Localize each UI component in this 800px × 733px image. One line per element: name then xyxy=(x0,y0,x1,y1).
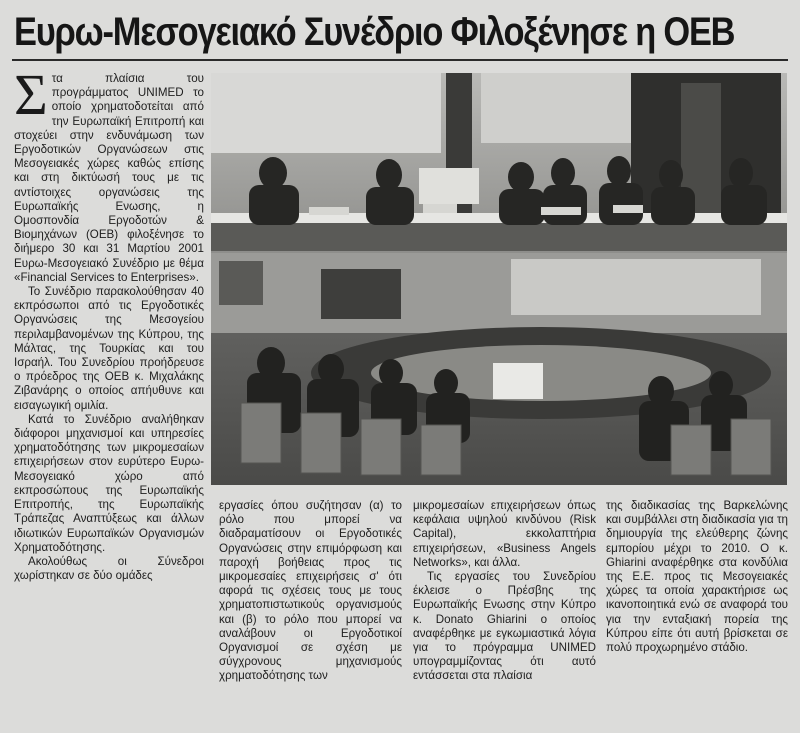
article-column-1 xyxy=(14,62,204,583)
article-paragraph: Τις εργασίες του Συνεδρίου έκλεισε ο Πρέσβης της Ευρωπαϊκής Ενωσης στην Κύπρο κ. Donato Ghiarini ο οποίος αναφέρθηκε με εγκωμιαστικά λόγια για το πρόγραμμα UNIMED υπογραμμίζοντας ότι αυτό εντάσσεται στα πλαίσια xyxy=(413,570,596,683)
article-paragraph: της διαδικασίας της Βαρκελώνης και συμβάλλει στη διαδικασία για τη δημιουργία της ελεύθερης ζώνης εμπορίου μέχρι το 2010. Ο κ. Ghiarini αναφέρθηκε στα κονδύλια της Ε.Ε. προς τις Μεσογειακές χώρες τα οποία χαρακτήρισε ως ικανοποιητικά ενώ σε αναφορά του για την ενταξιακή πορεία της Κύπρου είπε ότι αυτή βρίσκεται σε πολύ προχωρημένο στάδιο. xyxy=(606,499,788,655)
article-paragraph: Κατά το Συνέδριο αναλήθηκαν διάφοροι μηχανισμοί και υπηρεσίες χρηματοδότησης των μικρομεσαίων επιχειρήσεων στον ευρύτερο Ευρω-Μεσογειακό χώρο από εκπροσώπους της Ευρωπαϊκής Επιτροπής, της Ευρωπαϊκής Τράπεζας Αναπτύξεως και άλλων ιδιωτικών Ευρωπαϊκών Οργανισμών Χρηματοδότησης. xyxy=(14,412,204,554)
article-paragraph: εργασίες όπου συζήτησαν (α) το ρόλο που μπορεί να διαδραματίσουν οι Εργοδοτικές Οργανώσεις στην επιμόρφωση και παροχή βοήθειας προς τις μικρομεσαίες επιχειρήσεις σ' ότι αφορά τις σχέσεις τους με τους χρηματοπιστωτικούς οργανισμούς και (β) το ρόλο που μπορεί να αναλάβουν οι Εργοδοτικοί Οργανισμοί σε σχέση με σύγχρονους μηχανισμούς χρηματοδότησης των xyxy=(219,499,402,683)
article-paragraph: Στα πλαίσια του προγράμματος UNIMED το οποίο χρηματοδοτείται από την Ευρωπαϊκή Επιτροπή και στοχεύει στην ενδυνάμωση των Εργοδοτικών Οργανώσεων στις Μεσογειακές χώρες καθώς επίσης και στη δικτύωσή τους με τις αντίστοιχες οργανώσεις της Ευρωπαϊκής Ενωσης, η Ομοσπονδία Εργοδοτών & Βιομηχάνων (ΟΕΒ) φιλοξένησε το διήμερο 30 και 31 Μαρτίου 2001 Ευρω-Μεσογειακό Συνέδριο με θέμα «Financial Services to Enterprises». xyxy=(14,62,204,284)
article-column-3 xyxy=(413,499,596,684)
article-paragraph: Το Συνέδριο παρακολούθησαν 40 εκπρόσωποι από τις Εργοδοτικές Οργανώσεις της Μεσογείου περιλαμβανομένων της Κύπρου, της Μάλτας, της Τουρκίας και του Ισραήλ. Του Συνεδρίου προήδρευσε ο πρόεδρος της ΟΕΒ κ. Μιχαλάκης Ζιβανάρης ο οποίος απήυθυνε και εισαγωγική ομιλία. xyxy=(14,285,204,412)
article-paragraph: μικρομεσαίων επιχειρήσεων όπως κεφάλαια υψηλού κινδύνου (Risk Capital), εκκολαπτήρια επιχειρήσεων, «Business Angels Networks», και άλλα. xyxy=(413,499,596,569)
conference-photo xyxy=(211,73,787,485)
headline-rule xyxy=(12,59,788,61)
drop-cap: Σ xyxy=(14,62,48,127)
article-paragraph: Ακολούθως οι Σύνεδροι χωρίστηκαν σε δύο ομάδες xyxy=(14,554,204,583)
article-column-2 xyxy=(219,499,402,684)
article-column-4 xyxy=(606,499,788,655)
article-headline: Ευρω-Μεσογειακό Συνέδριο Φιλοξένησε η ΟΕΒ xyxy=(14,10,735,54)
